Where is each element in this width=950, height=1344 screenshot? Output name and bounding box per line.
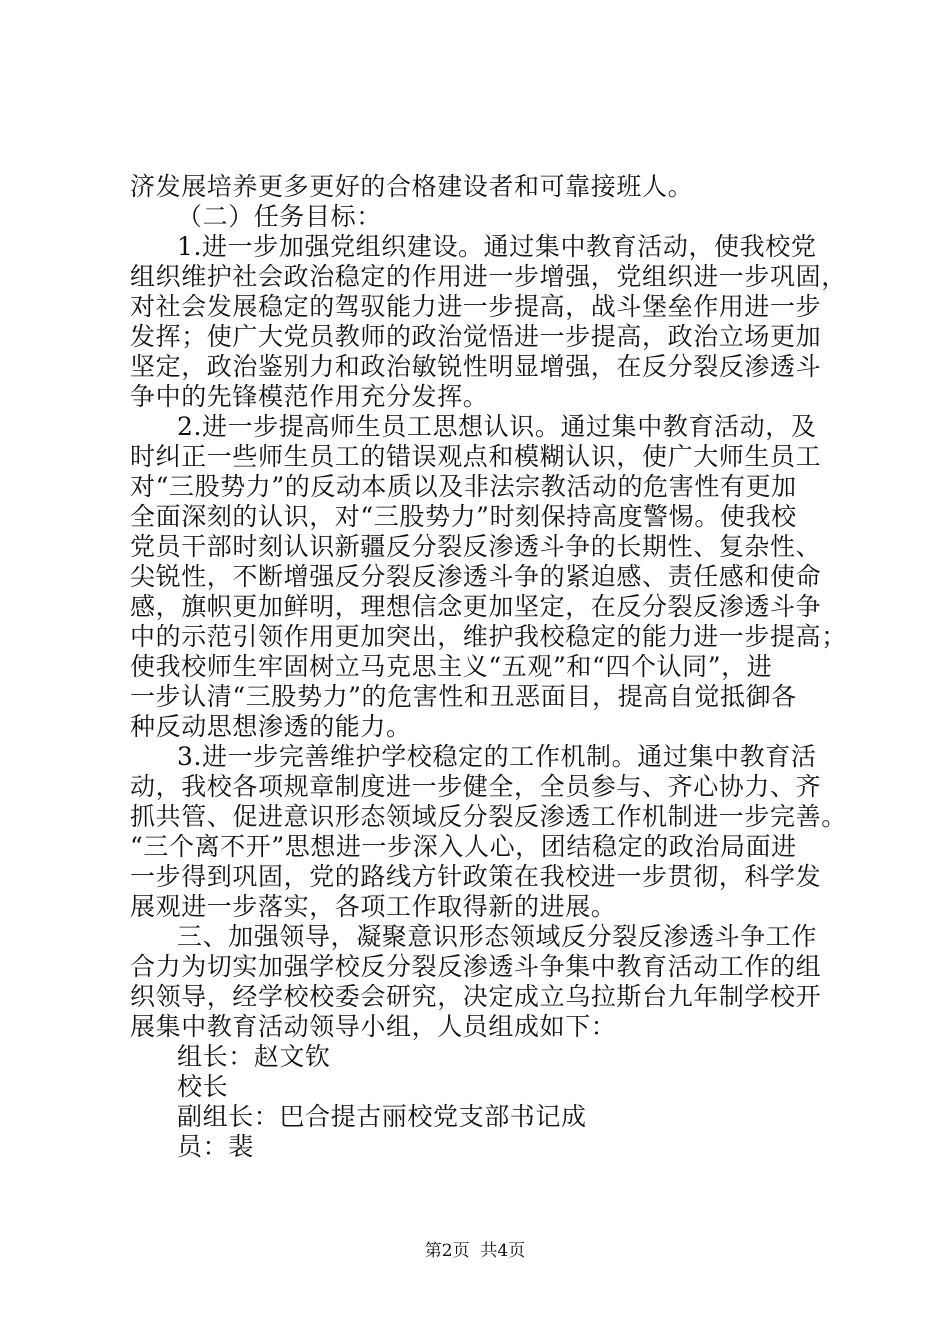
text-line: 3.进一步完善维护学校稳定的工作机制。通过集中教育活 xyxy=(177,742,817,771)
text-line: 尖锐性，不断增强反分裂反渗透斗争的紧迫感、责任感和使命 xyxy=(130,562,822,591)
text-line: 三、加强领导，凝聚意识形态领域反分裂反渗透斗争工作 xyxy=(177,922,818,951)
text-line: 校长 xyxy=(177,1072,229,1101)
text-line: 组织维护社会政治稳定的作用进一步增强，党组织进一步巩固， xyxy=(130,262,847,291)
text-line: 展观进一步落实，各项工作取得新的进展。 xyxy=(130,892,617,921)
text-line: 感，旗帜更加鲜明，理想信念更加坚定，在反分裂反渗透斗争 xyxy=(130,592,822,621)
text-line: 对社会发展稳定的驾驭能力进一步提高，战斗堡垒作用进一步 xyxy=(130,292,822,321)
page-footer: 第2页 共4页 xyxy=(424,1241,526,1261)
text-line: 2.进一步提高师生员工思想认识。通过集中教育活动，及 xyxy=(177,412,817,441)
text-line: 1.进一步加强党组织建设。通过集中教育活动，使我校党 xyxy=(177,232,817,261)
text-line: 坚定，政治鉴别力和政治敏锐性明显增强，在反分裂反渗透斗 xyxy=(130,352,822,381)
text-line: 一步得到巩固，党的路线方针政策在我校进一步贯彻，科学发 xyxy=(130,862,822,891)
text-line: 副组长：巴合提古丽校党支部书记成 xyxy=(177,1102,587,1131)
text-line: 动，我校各项规章制度进一步健全，全员参与、齐心协力、齐 xyxy=(130,772,822,801)
text-line: 中的示范引领作用更加突出，维护我校稳定的能力进一步提高； xyxy=(130,622,847,651)
text-line: 组长：赵文钦 xyxy=(177,1042,331,1071)
text-line: 种反动思想渗透的能力。 xyxy=(130,712,412,741)
text-line: 党员干部时刻认识新疆反分裂反渗透斗争的长期性、复杂性、 xyxy=(130,532,822,561)
text-line: 济发展培养更多更好的合格建设者和可靠接班人。 xyxy=(130,172,694,201)
text-line: 织领导，经学校校委会研究，决定成立乌拉斯台九年制学校开 xyxy=(130,982,822,1011)
text-line: 合力为切实加强学校反分裂反渗透斗争集中教育活动工作的组 xyxy=(130,952,822,981)
text-line: 时纠正一些师生员工的错误观点和模糊认识，使广大师生员工 xyxy=(130,442,822,471)
text-line: 抓共管、促进意识形态领域反分裂反渗透工作机制进一步完善。 xyxy=(130,802,847,831)
text-line: 对“三股势力”的反动本质以及非法宗教活动的危害性有更加 xyxy=(130,472,797,501)
text-line: 争中的先锋模范作用充分发挥。 xyxy=(130,382,489,411)
text-line: “三个离不开”思想进一步深入人心，团结稳定的政治局面进 xyxy=(130,832,797,861)
text-line: 展集中教育活动领导小组，人员组成如下： xyxy=(130,1012,617,1041)
text-line: 全面深刻的认识，对“三股势力”时刻保持高度警惕。使我校 xyxy=(130,502,797,531)
text-line: 一步认清“三股势力”的危害性和丑恶面目，提高自觉抵御各 xyxy=(130,682,797,711)
text-line: 使我校师生牢固树立马克思主义“五观”和“四个认同”，进 xyxy=(130,652,773,681)
section-heading: （二）任务目标： xyxy=(177,202,382,231)
text-line: 员：裴 xyxy=(177,1132,254,1161)
text-line: 发挥；使广大党员教师的政治觉悟进一步提高，政治立场更加 xyxy=(130,322,822,351)
